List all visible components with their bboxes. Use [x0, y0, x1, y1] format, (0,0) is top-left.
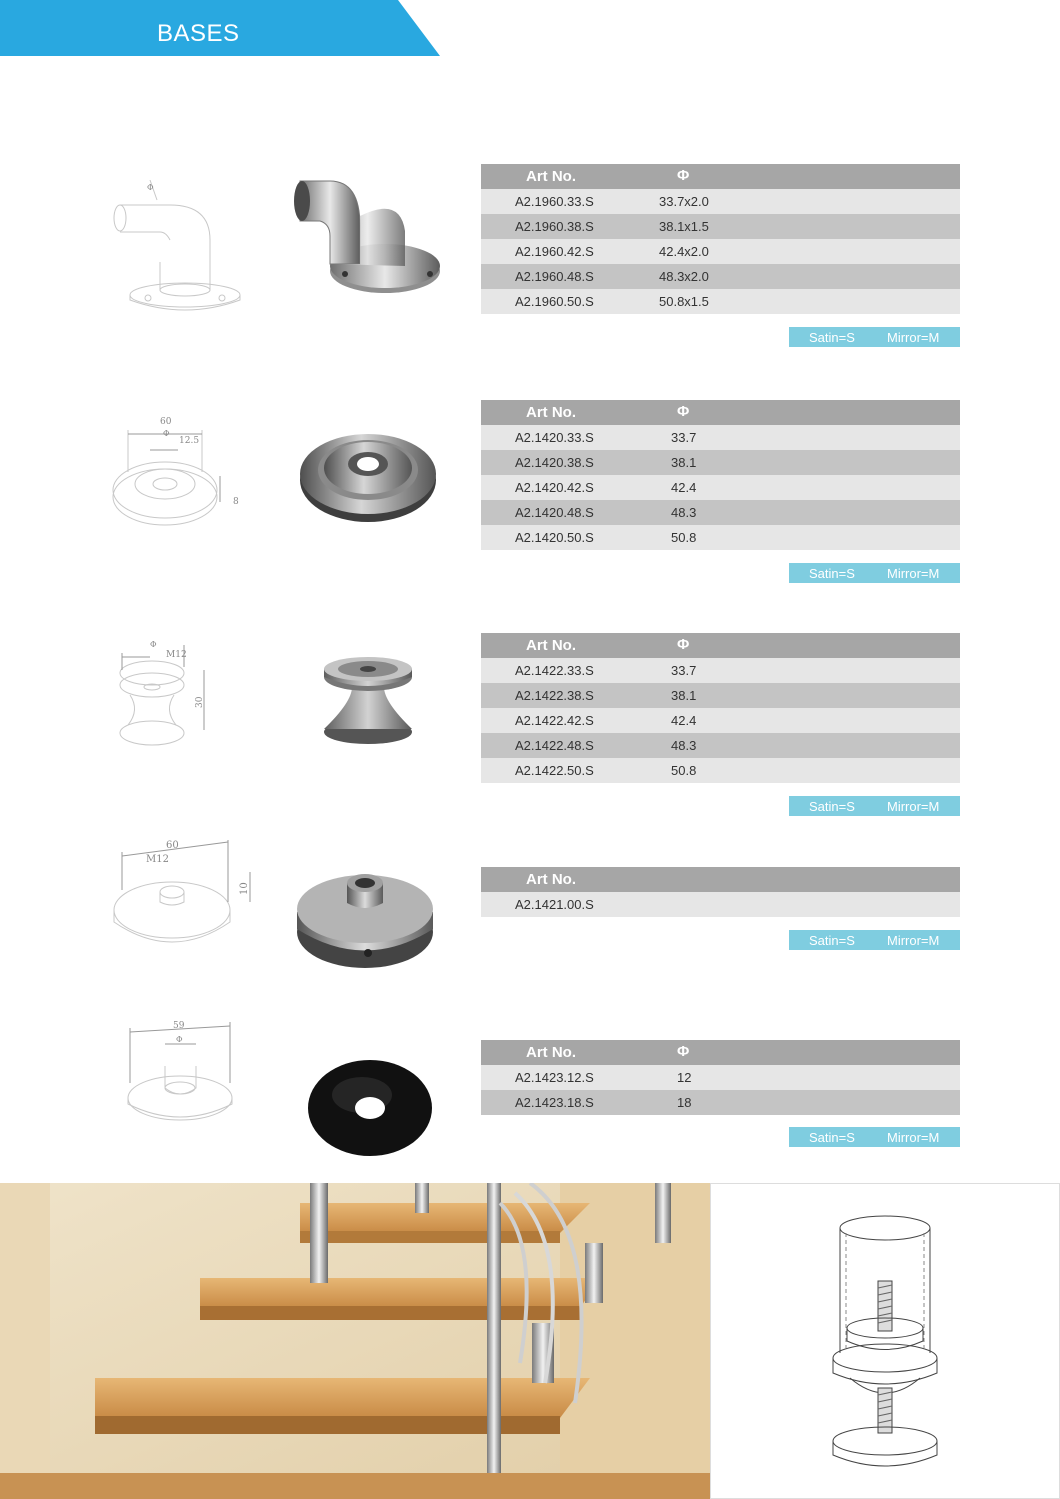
svg-text:Φ: Φ: [163, 429, 170, 438]
svg-text:59: 59: [173, 1021, 185, 1031]
washer-drawing: [100, 1018, 260, 1168]
washer-photo: [290, 1030, 450, 1180]
table-header: Art No. Φ: [481, 400, 960, 425]
finish-badge: Satin=S Mirror=M: [789, 930, 960, 950]
elbow-base-photo: [290, 166, 450, 316]
table-row: A2.1423.12.S 12: [481, 1065, 960, 1090]
svg-text:30: 30: [195, 696, 205, 708]
table-row: A2.1960.42.S 42.4x2.0: [481, 239, 960, 264]
svg-text:60: 60: [166, 840, 179, 851]
table-row: A2.1960.33.S 33.7x2.0: [481, 189, 960, 214]
table-header: Art No.: [481, 867, 960, 892]
svg-text:Φ: Φ: [176, 1035, 183, 1044]
svg-text:10: 10: [239, 882, 250, 895]
table-row: A2.1422.50.S 50.8: [481, 758, 960, 783]
table-row: A2.1421.00.S: [481, 892, 960, 917]
table-row: A2.1960.38.S 38.1x1.5: [481, 214, 960, 239]
product-table-4: [481, 867, 960, 917]
table-header: Art No. Φ: [481, 633, 960, 658]
finish-badge: Satin=S Mirror=M: [789, 563, 960, 583]
table-row: A2.1420.33.S 33.7: [481, 425, 960, 450]
svg-text:M12: M12: [146, 854, 169, 865]
threaded-disc-drawing: [100, 832, 260, 982]
svg-text:Φ: Φ: [147, 183, 154, 192]
section-banner: [0, 0, 440, 56]
base-ring-drawing: [100, 412, 260, 562]
table-row: A2.1422.38.S 38.1: [481, 683, 960, 708]
spool-base-photo: [290, 647, 450, 797]
table-row: A2.1422.42.S 42.4: [481, 708, 960, 733]
table-row: A2.1422.33.S 33.7: [481, 658, 960, 683]
table-row: A2.1420.38.S 38.1: [481, 450, 960, 475]
table-header: Art No. Φ: [481, 164, 960, 189]
product-table-1: [481, 164, 960, 314]
base-ring-photo: [290, 400, 450, 550]
finish-badge: Satin=S Mirror=M: [789, 327, 960, 347]
table-row: A2.1420.42.S 42.4: [481, 475, 960, 500]
staircase-photo: [0, 1183, 710, 1499]
svg-text:8: 8: [233, 497, 239, 507]
svg-text:M12: M12: [166, 650, 187, 660]
spool-base-drawing: [100, 635, 260, 785]
threaded-disc-photo: [290, 847, 450, 997]
finish-badge: Satin=S Mirror=M: [789, 1127, 960, 1147]
table-row: A2.1960.48.S 48.3x2.0: [481, 264, 960, 289]
finish-badge: Satin=S Mirror=M: [789, 796, 960, 816]
assembly-drawing: [710, 1183, 1060, 1499]
svg-text:60: 60: [160, 417, 172, 427]
page-title: BASES: [157, 20, 240, 47]
svg-text:12.5: 12.5: [179, 436, 200, 446]
product-table-2: [481, 400, 960, 550]
elbow-base-drawing: [100, 180, 260, 330]
product-table-3: [481, 633, 960, 783]
table-row: A2.1420.50.S 50.8: [481, 525, 960, 550]
product-table-5: [481, 1040, 960, 1115]
table-row: A2.1423.18.S 18: [481, 1090, 960, 1115]
table-header: Art No. Φ: [481, 1040, 960, 1065]
svg-text:Φ: Φ: [150, 640, 157, 649]
table-row: A2.1422.48.S 48.3: [481, 733, 960, 758]
table-row: A2.1960.50.S 50.8x1.5: [481, 289, 960, 314]
table-row: A2.1420.48.S 48.3: [481, 500, 960, 525]
